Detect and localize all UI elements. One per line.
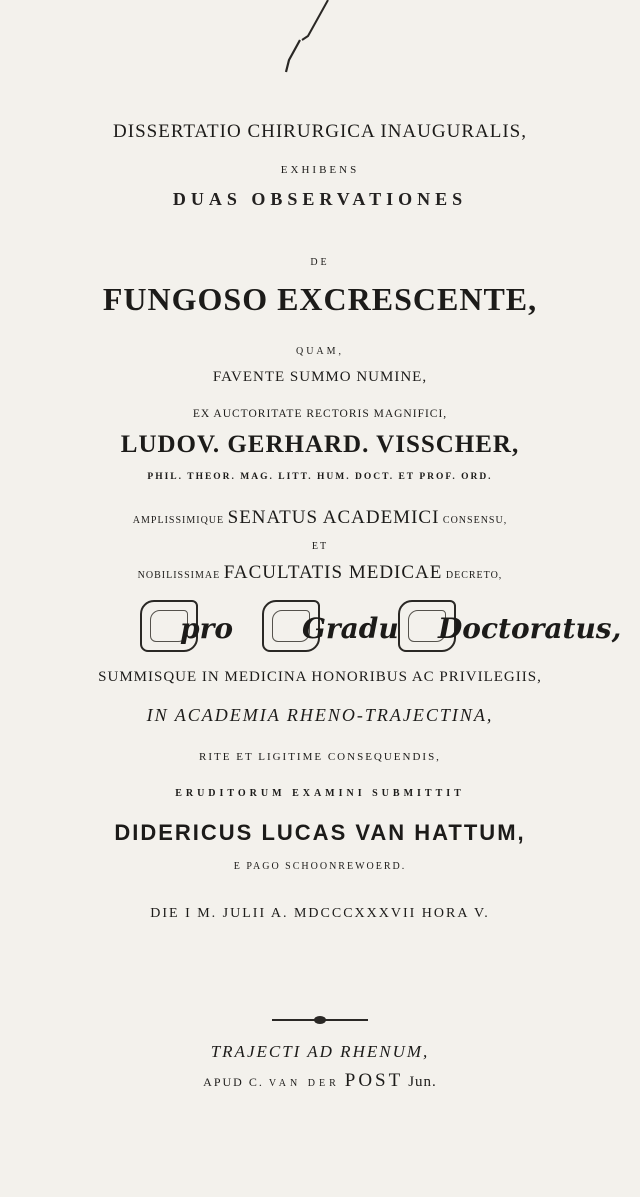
observationes-line: DUAS OBSERVATIONES (172, 189, 468, 209)
dissertation-heading: DISSERTATIO CHIRURGICA INAUGURALIS, (113, 121, 527, 142)
favente-line: FAVENTE SUMMO NUMINE, (212, 369, 428, 385)
auctoritate-line: EX AUCTORITATE RECTORIS MAGNIFICI, (192, 408, 448, 420)
facultatis-text: FACULTATIS MEDICAE (223, 562, 443, 583)
main-title: FUNGOSO EXCRESCENTE, (102, 281, 538, 317)
origin-line: E PAGO SCHOONREWOERD. (233, 861, 407, 872)
examini-line: ERUDITORUM EXAMINI SUBMITTIT (175, 788, 465, 799)
printer-name: POST (344, 1070, 404, 1091)
place-line: TRAJECTI AD RHENUM, (210, 1042, 430, 1061)
van-der-text: VAN DER (268, 1078, 340, 1089)
gothic-word-text: pro (180, 612, 234, 645)
date-line: DIE I M. JULII A. MDCCCXXXVII HORA V. (150, 906, 490, 921)
author-name: DIDERICUS LUCAS VAN HATTUM, (114, 820, 526, 845)
pen-mark-decoration (150, 0, 350, 80)
et-line: ET (311, 541, 329, 552)
consensu-text: CONSENSU, (442, 515, 508, 526)
rector-titles: PHIL. THEOR. MAG. LITT. HUM. DOCT. ET PROF. ORD. (147, 472, 493, 482)
decreto-text: DECRETO, (445, 570, 503, 581)
gothic-line (0, 598, 640, 658)
de-line: DE (310, 257, 330, 268)
honoribus-line: SUMMISQUE IN MEDICINA HONORIBUS AC PRIVILEGIIS, (98, 669, 542, 685)
ornament-dot (314, 1016, 326, 1024)
senatus-text: SENATUS ACADEMICI (227, 507, 440, 528)
senatus-line (0, 508, 640, 527)
exhibens-line: EXHIBENS (280, 164, 360, 176)
printer-suffix: Jun. (408, 1074, 437, 1090)
quam-line: QUAM, (295, 346, 345, 357)
gothic-word-text: Doctoratus, (438, 612, 622, 645)
rite-line: RITE ET LIGITIME CONSEQUENDIS, (199, 751, 441, 763)
nobilissimae-text: NOBILISSIMAE (137, 570, 221, 581)
rector-name: LUDOV. GERHARD. VISSCHER, (120, 431, 520, 458)
facultatis-line (0, 563, 640, 582)
printer-line (0, 1071, 640, 1090)
apud-text: APUD C. (203, 1075, 264, 1089)
academia-line: IN ACADEMIA RHENO-TRAJECTINA, (146, 705, 494, 725)
amplissimique-text: AMPLISSIMIQUE (132, 515, 225, 526)
gothic-word-text: Gradu (302, 612, 399, 645)
